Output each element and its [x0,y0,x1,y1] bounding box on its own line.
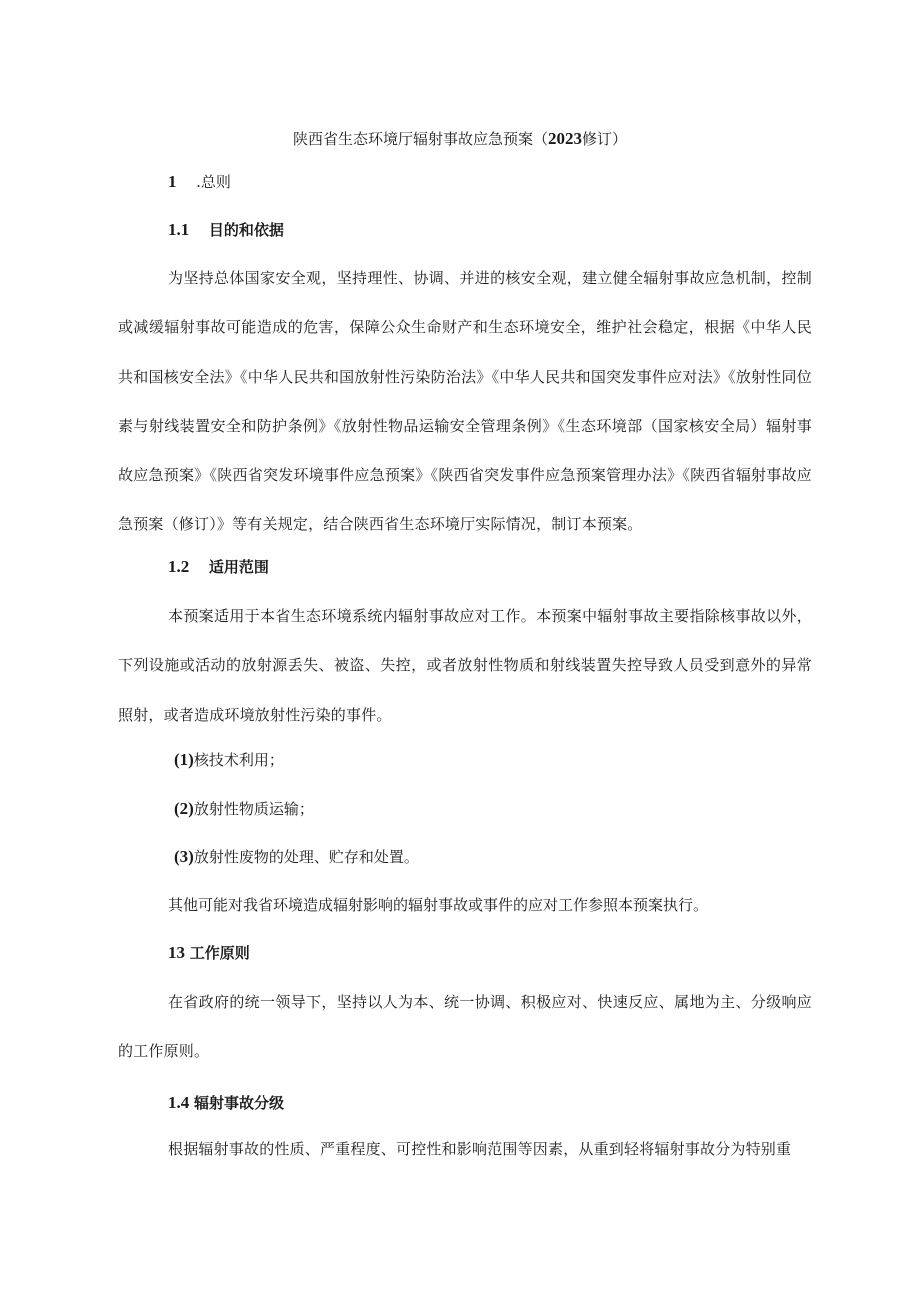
section-1-3-paragraph: 在省政府的统一领导下，坚持以人为本、统一协调、积极应对、快速反应、属地为主、分级响应的工作原则。 [118,993,812,1061]
section-1-1-paragraph: 为坚持总体国家安全观，坚持理性、协调、并进的核安全观，建立健全辐射事故应急机制，控制或减缓辐射事故可能造成的危害，保障公众生命财产和生态环境安全，维护社会稳定，根据《中华人民共和国核安全法》《中华人民共和国放射性污染防治法》《中华人民共和国突发事件应对法》《放射性同位素与射线装置安全和防护条例》《放射性物品运输安全管理条例》《生态环境部（国家核安全局）辐射事故应急预案》《陕西省突发环境事件应急预案》《陕西省突发事件应急预案管理办法》《陕西省辐射事故应急预案（修订）》等有关规定，结合陕西省生态环境厅实际情况，制订本预案。 [118,269,812,534]
document-title [0,127,920,151]
section-label: 适用范围 [208,558,269,576]
section-label: 工作原则 [189,944,250,962]
section-1-4-heading [168,1091,284,1115]
list-marker: (3) [174,847,194,866]
section-number: 1.1 [168,220,190,239]
list-text: 核技术利用； [193,751,284,769]
list-text: 放射性物质运输； [193,800,314,818]
section-label: .总则 [196,173,231,191]
title-suffix: 修订） [582,130,628,148]
section-1-4-paragraph: 根据辐射事故的性质、严重程度、可控性和影响范围等因素，从重到轻将辐射事故分为特别重 [168,1140,792,1158]
section-1-3-heading [168,941,250,965]
section-1-2-heading [168,555,269,579]
section-1-2-paragraph: 本预案适用于本省生态环境系统内辐射事故应对工作。本预案中辐射事故主要指除核事故以外，下列设施或活动的放射源丢失、被盗、失控，或者放射性物质和射线装置失控导致人员受到意外的异常照射，或者造成环境放射性污染的事件。 [118,607,812,724]
list-item [174,797,314,821]
list-item [174,748,284,772]
list-item [174,845,419,869]
list-marker: (1) [174,750,194,769]
section-number: 1 [168,172,177,191]
section-number: 1.4 [168,1093,190,1112]
section-1-heading [168,170,231,194]
section-number: 13 [168,943,185,962]
list-text: 放射性废物的处理、贮存和处置。 [193,848,419,866]
section-number: 1.2 [168,557,190,576]
section-label: 目的和依据 [208,221,284,239]
title-prefix: 陕西省生态环境厅辐射事故应急预案（ [292,130,548,148]
section-1-2-closing: 其他可能对我省环境造成辐射影响的辐射事故或事件的应对工作参照本预案执行。 [168,896,709,914]
title-year: 2023 [548,129,582,148]
section-label: 辐射事故分级 [194,1094,285,1112]
section-1-1-heading [168,218,284,242]
list-marker: (2) [174,799,194,818]
